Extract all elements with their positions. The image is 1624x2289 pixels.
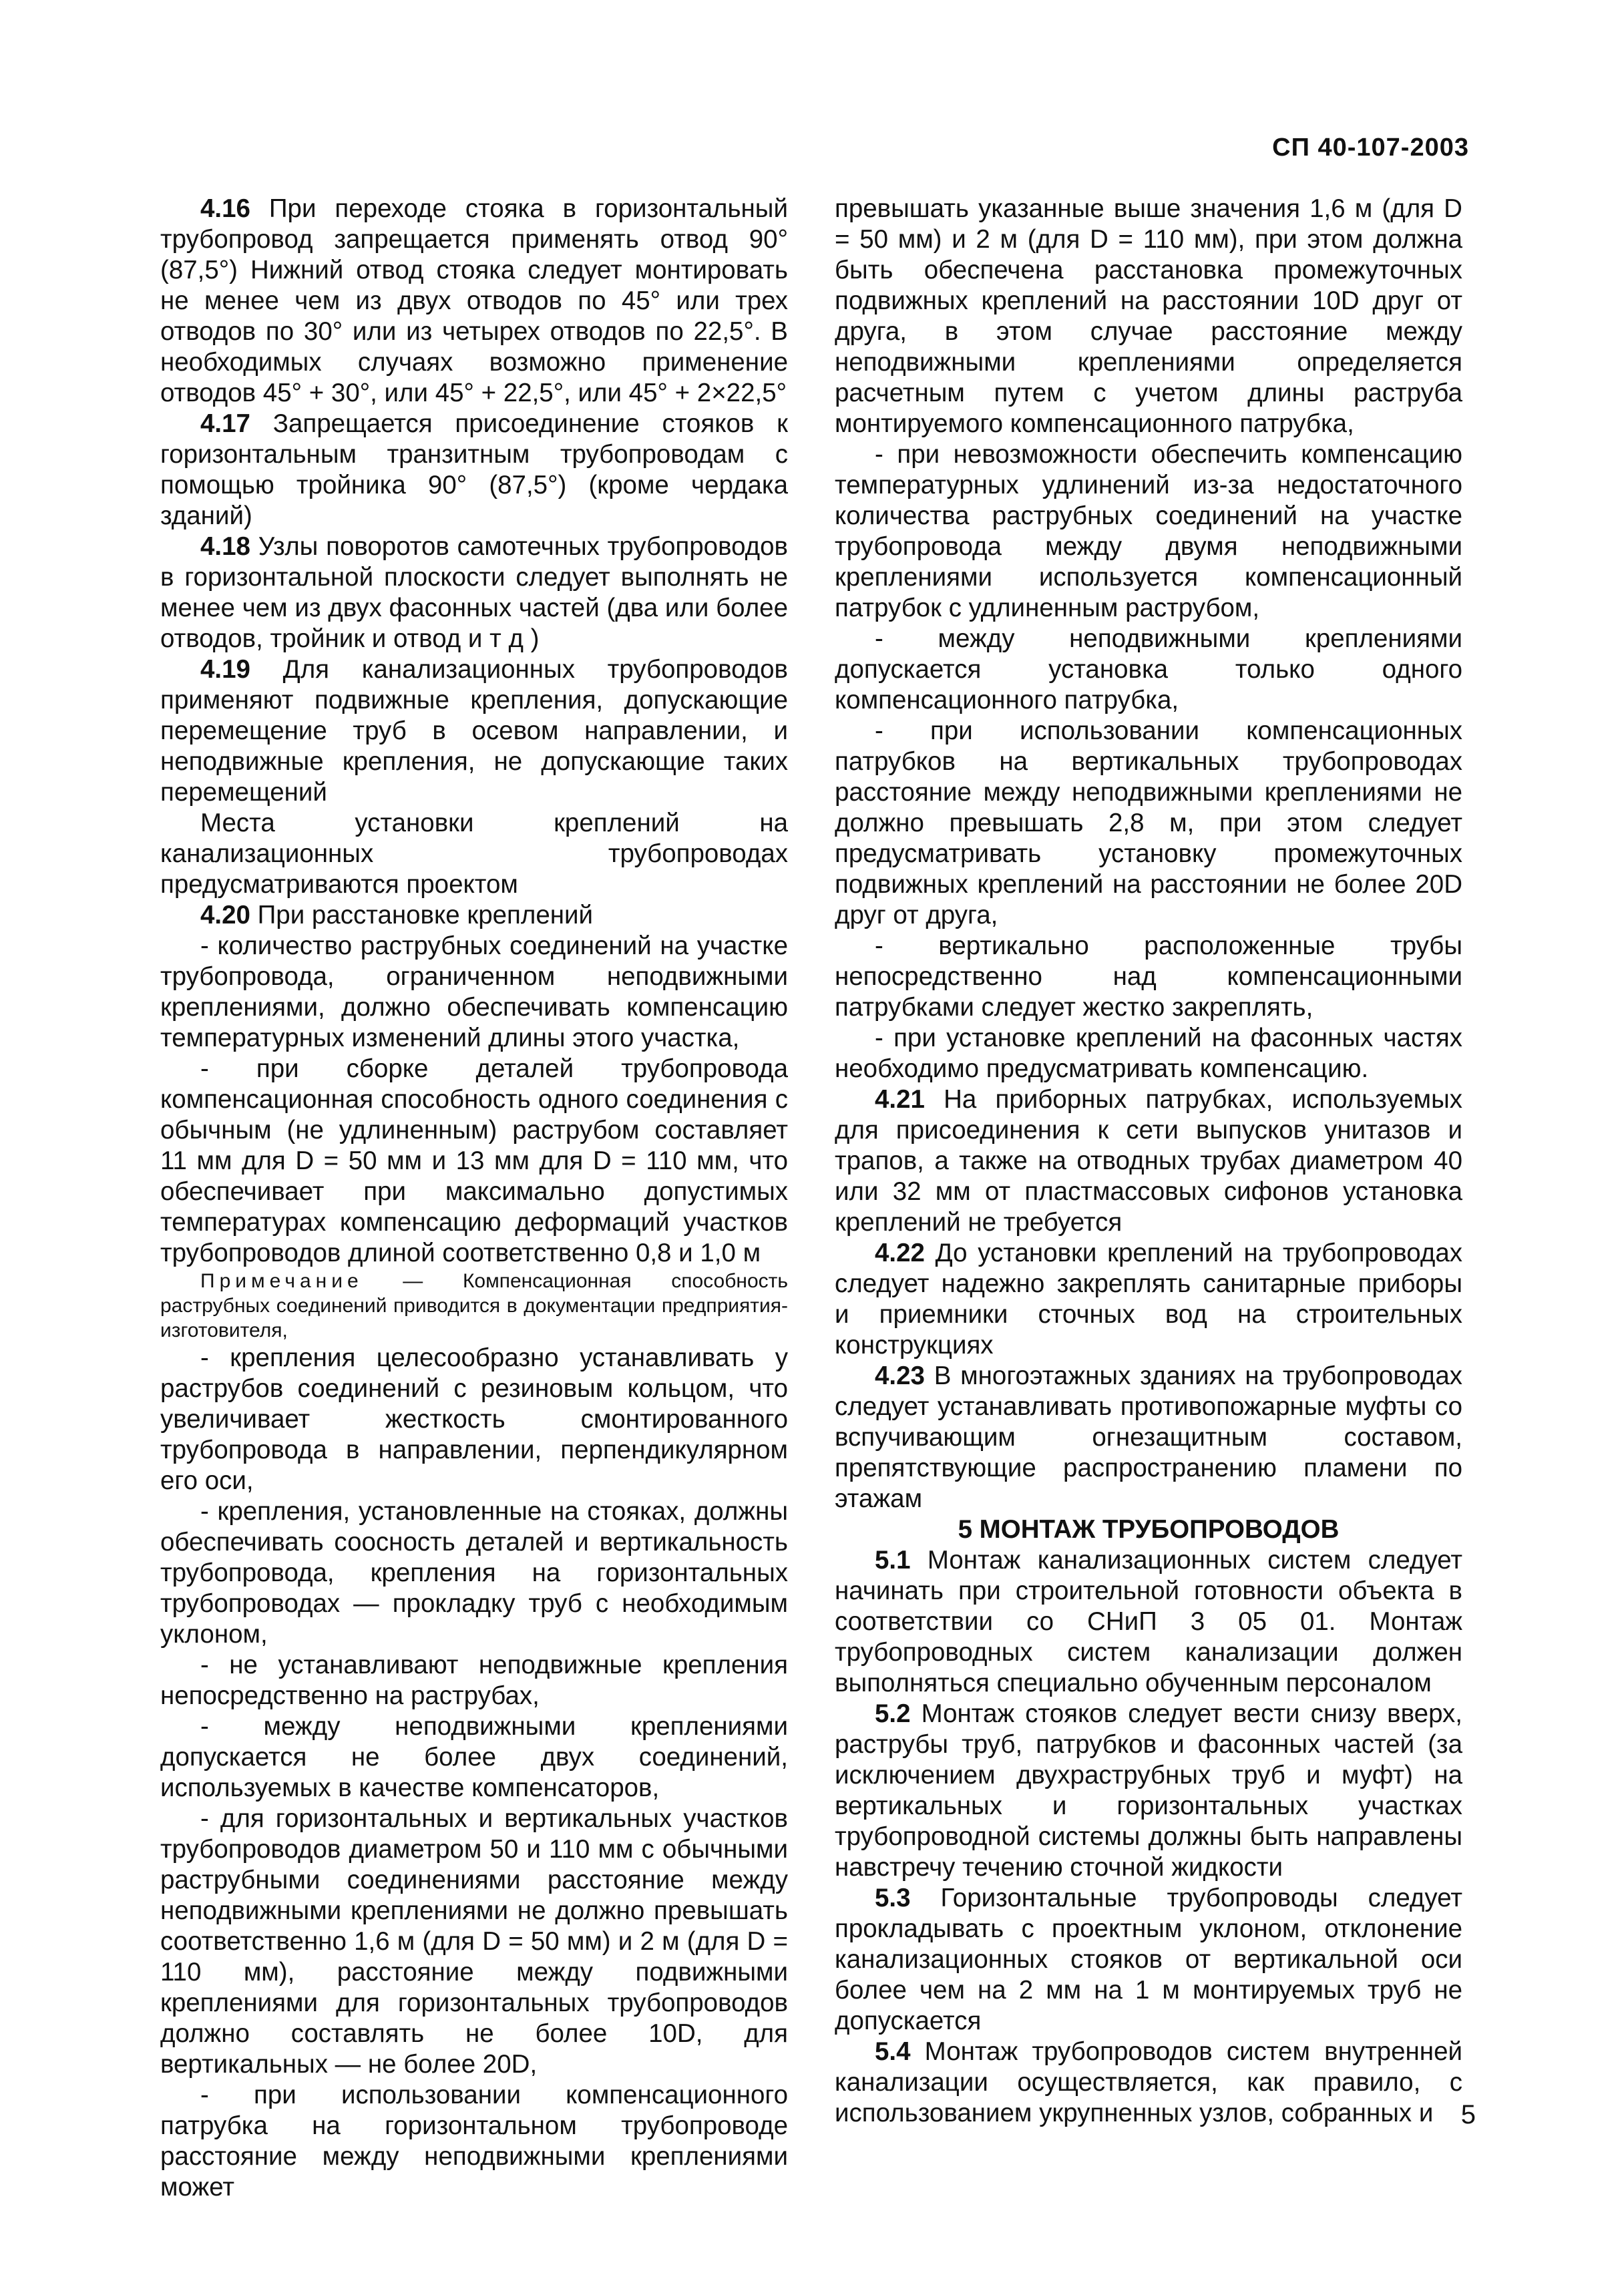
clause-text: Горизонтальные трубопроводы следует прокладывать с проектным уклоном, отклонение канализационных стояков от вертикальной оси более чем на 2 мм на 1 м монтируемых труб не допускается bbox=[835, 1884, 1462, 2035]
clause-number: 4.21 bbox=[875, 1085, 925, 1114]
clause-text: Узлы поворотов самотечных трубопроводов в горизонтальной плоскости следует выполнять не менее чем из двух фасонных частей (два или более отводов, тройник и отвод и т д ) bbox=[160, 532, 788, 653]
paragraph-4-22 bbox=[835, 1238, 1462, 1361]
paragraph-4-19 bbox=[160, 654, 788, 808]
list-item: - между неподвижными креплениями допускается не более двух соединений, используемых в качестве компенсаторов, bbox=[160, 1712, 788, 1802]
clause-number: 5.1 bbox=[875, 1546, 911, 1575]
note-label: Примечание bbox=[200, 1270, 363, 1292]
list-item: - количество раструбных соединений на участке трубопровода, ограниченном неподвижными креплениями, должно обеспечивать компенсацию температурных изменений длины этого участка, bbox=[160, 931, 788, 1052]
list-item: - для горизонтальных и вертикальных участков трубопроводов диаметром 50 и 110 мм с обычными раструбными соединениями расстояние между неподвижными креплениями не должно превышать соответственно 1,6 м (для D = 50 мм) и 2 м (для D = 110 мм), расстояние между подвижными креплениями для горизонтальных трубопроводов должно составлять не более 10D, для вертикальных — не более 20D, bbox=[160, 1804, 788, 2079]
paragraph-5-4 bbox=[835, 2037, 1462, 2129]
paragraph-4-20 bbox=[160, 900, 788, 931]
list-item: - при сборке деталей трубопровода компенсационная способность одного соединения с обычным (не удлиненным) раструбом составляет 11 мм для D = 50 мм и 13 мм для D = 110 мм, что обеспечивает при максимально допустимых температурах компенсацию деформаций участков трубопроводов длиной соответственно 0,8 и 1,0 м bbox=[160, 1054, 788, 1267]
note-text: — Компенсационная способность раструбных соединений приводится в документации предприятия-изготовителя, bbox=[160, 1270, 788, 1341]
list-item: - при невозможности обеспечить компенсацию температурных удлинений из-за недостаточного количества раструбных соединений на участке трубопровода между двумя неподвижными креплениями используется компенсационный патрубок с удлиненным раструбом, bbox=[835, 440, 1462, 622]
page-number: 5 bbox=[1460, 2100, 1476, 2129]
paragraph-4-21 bbox=[835, 1084, 1462, 1238]
clause-number: 5.3 bbox=[875, 1884, 911, 1912]
clause-number: 5.2 bbox=[875, 1699, 911, 1728]
left-column bbox=[160, 194, 788, 2203]
list-item-continued: превышать указанные выше значения 1,6 м (для D = 50 мм) и 2 м (для D = 110 мм), при этом должна быть обеспечена расстановка промежуточных подвижных креплений на расстоянии 10D друг от друга, в этом случае расстояние между неподвижными креплениями определяется расчетным путем с учетом длины раструба монтируемого компенсационного патрубка, bbox=[835, 194, 1462, 438]
clause-number: 4.17 bbox=[200, 409, 250, 438]
paragraph-5-3 bbox=[835, 1883, 1462, 2037]
clause-number: 5.4 bbox=[875, 2037, 911, 2066]
clause-text: Монтаж канализационных систем следует начинать при строительной готовности объекта в соответствии со СНиП 3 05 01. Монтаж трубопроводных систем канализации должен выполняться специально обученным персоналом bbox=[835, 1546, 1462, 1697]
list-item: - при использовании компенсационного патрубка на горизонтальном трубопроводе расстояние между неподвижными креплениями может bbox=[160, 2081, 788, 2202]
clause-text: На приборных патрубках, используемых для присоединения к сети выпусков унитазов и трапов, а также на отводных трубах диаметром 40 или 32 мм от пластмассовых сифонов установка креплений не требуется bbox=[835, 1085, 1462, 1237]
clause-number: 4.20 bbox=[200, 901, 250, 929]
right-column bbox=[835, 194, 1462, 2129]
list-item: - не устанавливают неподвижные крепления непосредственно на раструбах, bbox=[160, 1651, 788, 1710]
paragraph-4-19-continued: Места установки креплений на канализационных трубопроводах предусматриваются проектом bbox=[160, 809, 788, 899]
list-item: - при использовании компенсационных патрубков на вертикальных трубопроводах расстояние между неподвижными креплениями не должно превышать 2,8 м, при этом следует предусматривать установку промежуточных подвижных креплений на расстоянии не более 20D друг от друга, bbox=[835, 716, 1462, 929]
clause-text: Монтаж стояков следует вести снизу вверх, раструбы труб, патрубков и фасонных частей (за исключением двухраструбных труб и муфт) на вертикальных и горизонтальных участках трубопроводной системы должны быть направлены навстречу течению сточной жидкости bbox=[835, 1699, 1462, 1882]
document-code: СП 40-107-2003 bbox=[1272, 134, 1469, 162]
clause-text: Монтаж трубопроводов систем внутренней канализации осуществляется, как правило, с использованием укрупненных узлов, собранных и bbox=[835, 2037, 1462, 2127]
paragraph-4-17 bbox=[160, 409, 788, 532]
clause-number: 4.18 bbox=[200, 532, 250, 561]
clause-text: В многоэтажных зданиях на трубопроводах следует устанавливать противопожарные муфты со вспучивающим огнезащитным составом, препятствующие распространению пламени по этажам bbox=[835, 1362, 1462, 1513]
clause-number: 4.19 bbox=[200, 655, 250, 684]
paragraph-5-1 bbox=[835, 1545, 1462, 1699]
list-item: - при установке креплений на фасонных частях необходимо предусматривать компенсацию. bbox=[835, 1024, 1462, 1083]
list-item: - между неподвижными креплениями допускается установка только одного компенсационного патрубка, bbox=[835, 624, 1462, 714]
clause-text: При расстановке креплений bbox=[250, 901, 594, 929]
paragraph-5-2 bbox=[835, 1699, 1462, 1883]
list-item: - вертикально расположенные трубы непосредственно над компенсационными патрубками следует жестко закреплять, bbox=[835, 931, 1462, 1022]
list-item: - крепления целесообразно устанавливать у раструбов соединений с резиновым кольцом, что увеличивает жесткость смонтированного трубопровода в направлении, перпендикулярном его оси, bbox=[160, 1343, 788, 1495]
clause-number: 4.23 bbox=[875, 1362, 925, 1390]
clause-text: Запрещается присоединение стояков к горизонтальным транзитным трубопроводам с помощью тройника 90° (87,5°) (кроме чердака зданий) bbox=[160, 409, 788, 530]
note bbox=[160, 1269, 788, 1343]
paragraph-4-16 bbox=[160, 194, 788, 409]
paragraph-4-18 bbox=[160, 532, 788, 654]
clause-text: Для канализационных трубопроводов применяют подвижные крепления, допускающие перемещение труб в осевом направлении, и неподвижные крепления, не допускающие таких перемещений bbox=[160, 655, 788, 807]
section-heading: 5 МОНТАЖ ТРУБОПРОВОДОВ bbox=[958, 1515, 1340, 1544]
clause-text: При переходе стояка в горизонтальный трубопровод запрещается применять отвод 90° (87,5°) Нижний отвод стояка следует монтировать не менее чем из двух отводов по 45° или трех отводов по 30° или из четырех отводов по 22,5°. В необходимых случаях возможно применение отводов 45° + 30°, или 45° + 22,5°, или 45° + 2×22,5° bbox=[160, 194, 788, 407]
list-item: - крепления, установленные на стояках, должны обеспечивать соосность деталей и вертикальность трубопровода, крепления на горизонтальных трубопроводах — прокладку труб с необходимым уклоном, bbox=[160, 1497, 788, 1649]
paragraph-4-23 bbox=[835, 1361, 1462, 1514]
clause-text: До установки креплений на трубопроводах следует надежно закреплять санитарные приборы и приемники сточных вод на строительных конструкциях bbox=[835, 1239, 1462, 1360]
clause-number: 4.22 bbox=[875, 1239, 925, 1267]
clause-number: 4.16 bbox=[200, 194, 250, 223]
